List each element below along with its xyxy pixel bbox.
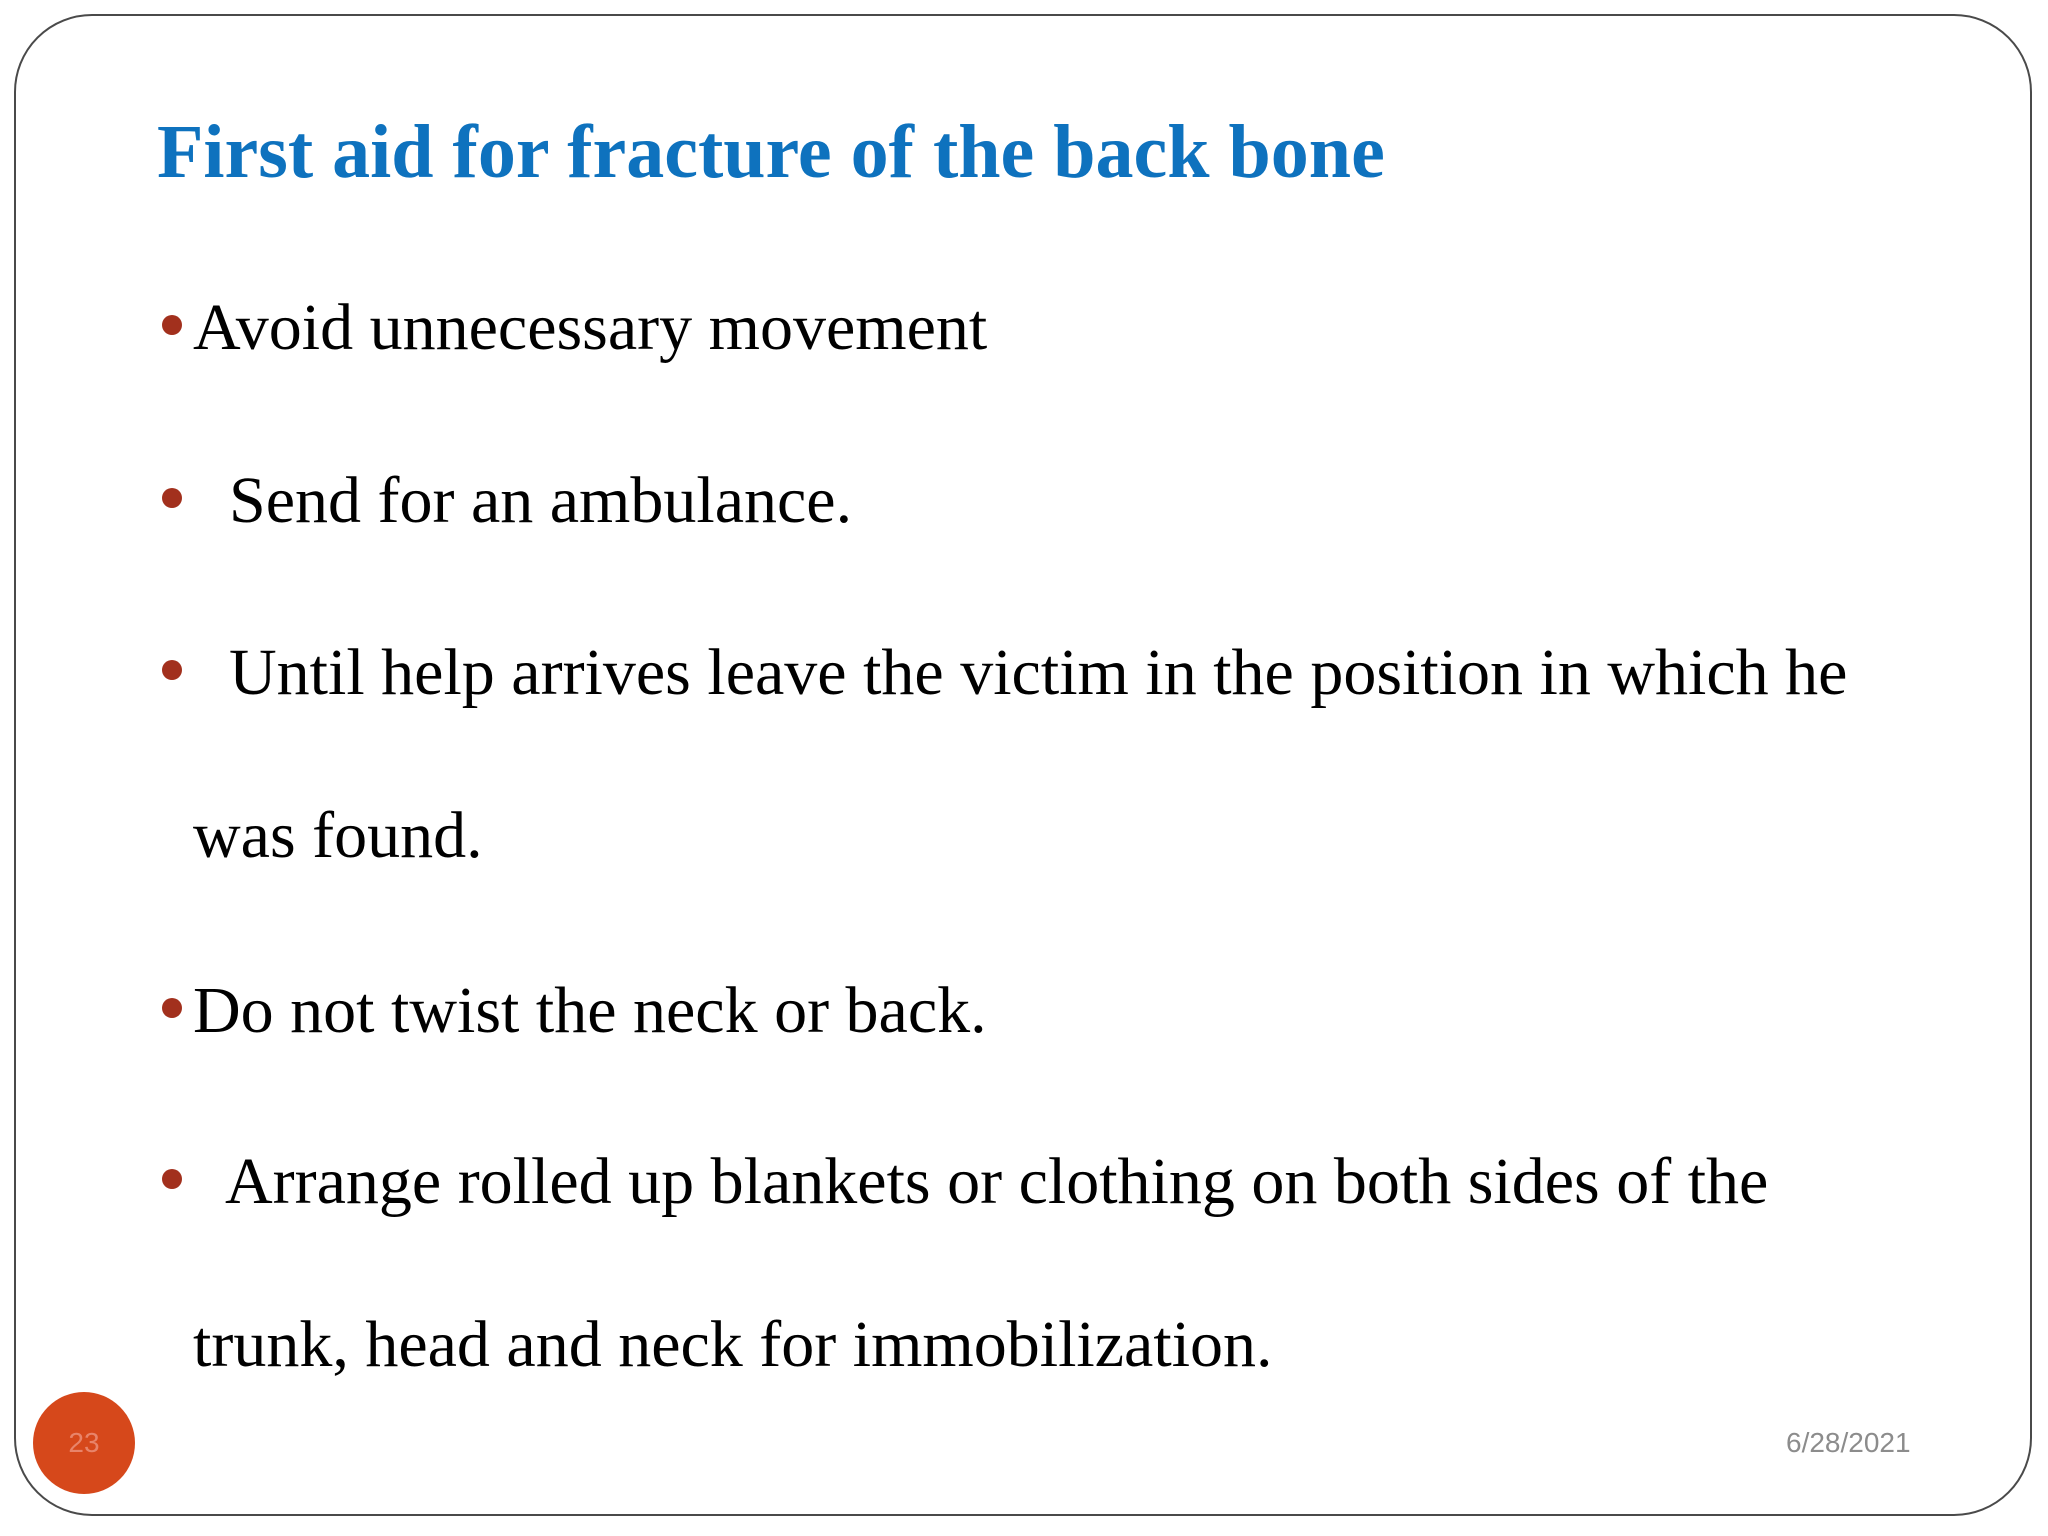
- bullet-text: Arrange rolled up blankets or clothing on both sides of the: [225, 1145, 1769, 1218]
- slide-date: 6/28/2021: [1786, 1427, 1911, 1458]
- bullet-continuation: was found.: [193, 799, 483, 872]
- bullet-text: Do not twist the neck or back.: [193, 974, 987, 1047]
- bullet-dot-icon: [162, 1169, 182, 1189]
- bullet-dot-icon: [162, 315, 182, 335]
- slide-title: First aid for fracture of the back bone: [157, 110, 1385, 194]
- bullet-text: Until help arrives leave the victim in the position in which he: [229, 636, 1848, 709]
- slide-frame: [14, 14, 2032, 1516]
- bullet-dot-icon: [162, 488, 182, 508]
- bullet-dot-icon: [162, 660, 182, 680]
- bullet-text: Avoid unnecessary movement: [193, 291, 988, 364]
- page-number-badge: 23: [33, 1392, 135, 1494]
- bullet-text: Send for an ambulance.: [229, 464, 853, 537]
- bullet-continuation: trunk, head and neck for immobilization.: [193, 1308, 1273, 1381]
- bullet-dot-icon: [162, 998, 182, 1018]
